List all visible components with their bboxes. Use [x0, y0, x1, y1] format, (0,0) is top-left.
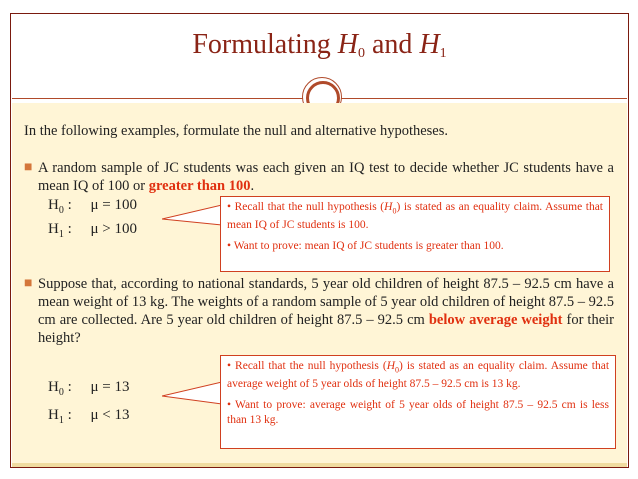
example-1-bullet: [24, 159, 614, 195]
example-1-text-after: .: [250, 178, 255, 194]
h0-expression: : μ = 100: [67, 197, 138, 213]
example-1-text-before: A random sample of JC students was each given an IQ test to decide whether JC students have a mean IQ of 100 or: [38, 160, 614, 194]
title-h0: H: [337, 29, 358, 60]
slide-title: [12, 29, 627, 62]
example-1-callout-recall: [227, 200, 603, 233]
example-1-h1: [48, 221, 137, 240]
title-and: and: [365, 29, 420, 60]
example-2-callout-prove: • Want to prove: average weight of 5 year olds of height 87.5 – 92.5 cm is less than 13 kg.: [227, 399, 609, 427]
intro-text: In the following examples, formulate the null and alternative hypotheses.: [24, 123, 449, 139]
example-2-callout-recall: [227, 359, 609, 392]
content-area: [12, 103, 627, 463]
example-1-text: [38, 159, 614, 195]
callout-1d: ) is stated as an equality claim. Assume that average weight of 5 year olds of height 87.5 – 92.5 cm is 13 kg.: [227, 360, 610, 391]
h1-expression: : μ < 13: [67, 407, 130, 423]
h0-sub: 0: [58, 387, 64, 398]
callout-2-pointer: [162, 378, 222, 418]
example-1-callout-prove: • Want to prove: mean IQ of JC students is greater than 100.: [227, 240, 504, 253]
callout-1b: H: [386, 360, 396, 372]
example-2-h0: [48, 379, 130, 398]
h1-label: H: [48, 407, 59, 423]
h0-label: H: [48, 197, 59, 213]
example-2-callout: [220, 355, 616, 449]
bullet-icon: ■: [24, 160, 33, 175]
h1-expression: : μ > 100: [67, 221, 138, 237]
example-2-h1: [48, 407, 130, 426]
example-2-text-after: for their height?: [38, 312, 614, 346]
example-1-emphasis: greater than 100: [148, 178, 251, 194]
example-1-h0: [48, 197, 137, 216]
title-h1: H: [419, 29, 440, 60]
callout-1a: • Recall that the null hypothesis (: [227, 360, 387, 372]
example-2-text: [38, 275, 614, 347]
example-1-callout: [220, 196, 610, 272]
callout-1d: ) is stated as an equality claim. Assume that mean IQ of JC students is 100.: [227, 201, 604, 232]
h1-sub: 1: [58, 415, 64, 426]
h1-sub: 1: [58, 229, 64, 240]
callout-1c: 0: [395, 365, 400, 375]
example-2-text-before: Suppose that, according to national standards, 5 year old children of height 87.5 – 92.5 cm have a mean weight of 13 kg. The weights of a random sample of 5 year old children of height 87.5 – 92.5 cm are collected. Are 5 year old children of height 87.5 – 92.5 cm: [38, 276, 614, 328]
example-2-bullet: [24, 275, 614, 347]
callout-1a: • Recall that the null hypothesis (: [227, 201, 385, 213]
title-sub0: 0: [358, 46, 365, 61]
title-prefix: Formulating: [192, 29, 338, 60]
h0-expression: : μ = 13: [67, 379, 130, 395]
h1-label: H: [48, 221, 59, 237]
callout-1b: H: [384, 201, 393, 213]
title-sub1: 1: [439, 46, 447, 61]
h0-sub: 0: [58, 205, 64, 216]
bottom-band: [12, 463, 627, 467]
h0-label: H: [48, 379, 59, 395]
bullet-icon: ■: [24, 276, 33, 291]
callout-1-pointer: [162, 203, 222, 233]
slide-frame: [10, 13, 629, 468]
callout-1c: 0: [392, 206, 397, 216]
example-2-emphasis: below average weight: [428, 312, 563, 328]
